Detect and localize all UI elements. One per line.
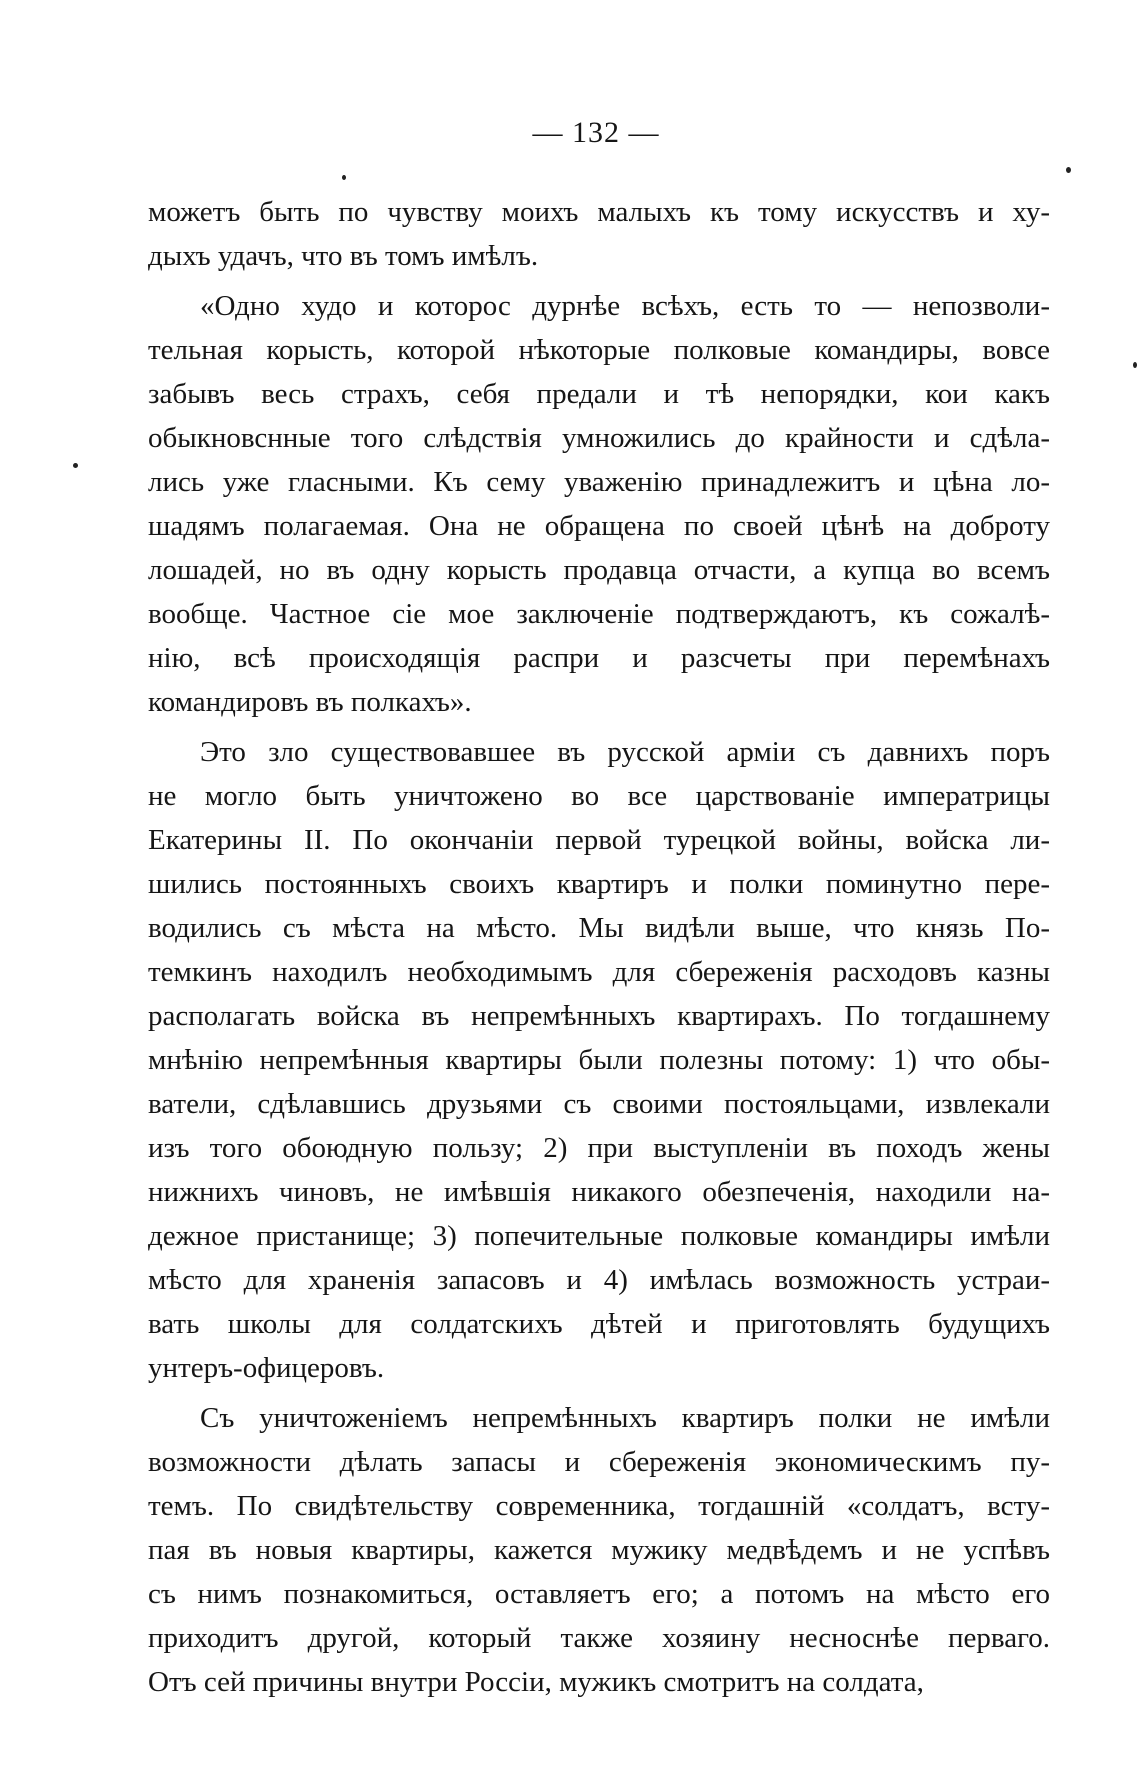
- text-line: мнѣнію непремѣнныя квартиры были полезны потому: 1) что обы-: [148, 1044, 1050, 1076]
- text-line: «Одно худо и которос дурнѣе всѣхъ, есть то — непозволи-: [200, 290, 1050, 322]
- text-line: изъ того обоюдную пользу; 2) при выступленіи въ походъ жены: [148, 1132, 1050, 1164]
- text-line: шадямъ полагаемая. Она не обращена по своей цѣнѣ на доброту: [148, 510, 1050, 542]
- scan-speck: [73, 463, 78, 468]
- text-line: унтеръ-офицеровъ.: [148, 1352, 385, 1384]
- text-line: дыхъ удачъ, что въ томъ имѣлъ.: [148, 240, 539, 272]
- text-line: нижнихъ чиновъ, не имѣвшія никакого обезпеченія, находили на-: [148, 1176, 1050, 1208]
- text-line: водились съ мѣста на мѣсто. Мы видѣли выше, что князь По-: [148, 912, 1050, 944]
- text-line: дежное пристанище; 3) попечительные полковые командиры имѣли: [148, 1220, 1050, 1252]
- text-line: возможности дѣлать запасы и сбереженія экономическимъ пу-: [148, 1446, 1050, 1478]
- page-body-text: [148, 190, 1050, 1704]
- scan-speck: [1133, 362, 1137, 368]
- text-line: темкинъ находилъ необходимымъ для сбереженія расходовъ казны: [148, 956, 1050, 988]
- text-line: приходитъ другой, который также хозяину несноснѣе перваго.: [148, 1622, 1050, 1654]
- text-line: нію, всѣ происходящія распри и разсчеты при перемѣнахъ: [148, 642, 1050, 674]
- text-line: пая въ новыя квартиры, кажется мужику медвѣдемъ и не успѣвъ: [148, 1534, 1050, 1566]
- text-line: мѣсто для храненія запасовъ и 4) имѣлась возможность устраи-: [148, 1264, 1050, 1296]
- page-number: — 132 —: [532, 116, 660, 149]
- text-line: располагать войска въ непремѣнныхъ квартирахъ. По тогдашнему: [148, 1000, 1050, 1032]
- text-line: съ нимъ познакомиться, оставляетъ его; а потомъ на мѣсто его: [148, 1578, 1050, 1610]
- text-line: командировъ въ полкахъ».: [148, 686, 472, 718]
- text-line: обыкновснные того слѣдствія умножились до крайности и сдѣла-: [148, 422, 1050, 454]
- text-line: не могло быть уничтожено во все царствованіе императрицы: [148, 780, 1050, 812]
- text-line: вать школы для солдатскихъ дѣтей и приготовлять будущихъ: [148, 1308, 1050, 1340]
- text-line: Отъ сей причины внутри Россіи, мужикъ смотритъ на солдата,: [148, 1666, 924, 1698]
- text-line: ватели, сдѣлавшись друзьями съ своими постояльцами, извлекали: [148, 1088, 1050, 1120]
- text-line: можетъ быть по чувству моихъ малыхъ къ тому искусствъ и ху-: [148, 196, 1050, 228]
- text-line: Екатерины II. По окончаніи первой турецкой войны, войска ли-: [148, 824, 1050, 856]
- text-line: темъ. По свидѣтельству современника, тогдашній «солдатъ, всту-: [148, 1490, 1050, 1522]
- text-line: лошадей, но въ одну корысть продавца отчасти, а купца во всемъ: [148, 554, 1050, 586]
- paragraph: [148, 190, 1050, 278]
- text-line: Съ уничтоженіемъ непремѣнныхъ квартиръ полки не имѣли: [200, 1402, 1050, 1434]
- text-line: Это зло существовавшее въ русской арміи съ давнихъ поръ: [200, 736, 1050, 768]
- text-line: тельная корысть, которой нѣкоторые полковые командиры, вовсе: [148, 334, 1050, 366]
- scan-speck: [342, 175, 346, 180]
- text-line: лись уже гласными. Къ сему уваженію принадлежитъ и цѣна ло-: [148, 466, 1050, 498]
- text-line: шились постоянныхъ своихъ квартиръ и полки поминутно пере-: [148, 868, 1050, 900]
- paragraph: [148, 284, 1050, 724]
- paragraph: [148, 1396, 1050, 1704]
- scan-speck: [1066, 167, 1071, 173]
- paragraph: [148, 730, 1050, 1390]
- text-line: забывъ весь страхъ, себя предали и тѣ непорядки, кои какъ: [148, 378, 1050, 410]
- text-line: вообще. Частное сіе мое заключеніе подтверждаютъ, къ сожалѣ-: [148, 598, 1050, 630]
